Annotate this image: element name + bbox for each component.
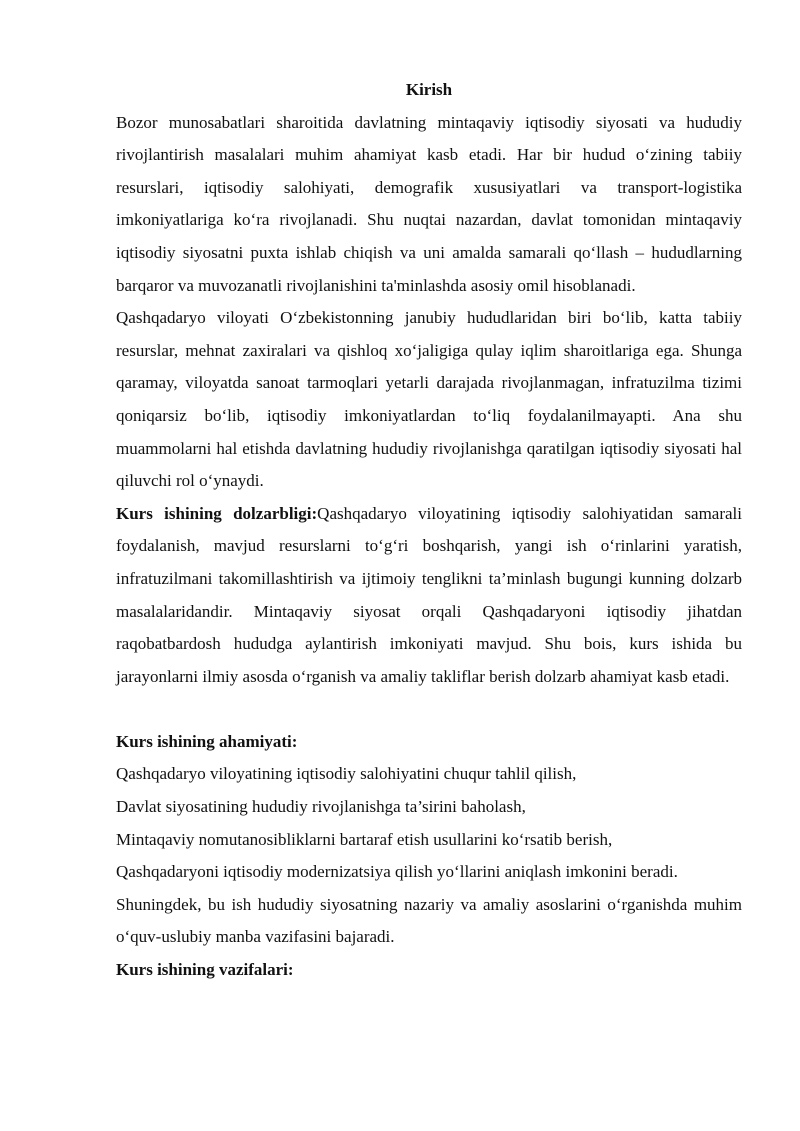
importance-item: Mintaqaviy nomutanosibliklarni bartaraf etish usullarini ko‘rsatib berish,	[116, 829, 613, 849]
relevance-label: Kurs ishining dolzarbligi:	[116, 503, 318, 523]
importance-item: Davlat siyosatining hududiy rivojlanishga ta’sirini baholash,	[116, 797, 526, 817]
importance-closing: Shuningdek, bu ish hududiy siyosatning nazariy va amaliy asoslarini o‘rganishda muhim o‘quv-uslubiy manba vazifasini bajaradi.	[116, 894, 742, 947]
importance-heading: Kurs ishining ahamiyati:	[116, 731, 298, 751]
relevance-paragraph	[116, 498, 742, 694]
relevance-text: Qashqadaryo viloyatining iqtisodiy salohiyatidan samarali foydalanish, mavjud resurslarni to‘g‘ri boshqarish, yangi ish o‘rinlarini yaratish, infratuzilmani takomillashtirish va ijtimoiy tenglikni ta’minlash bugungi kunning dolzarb masalalaridandir. Mintaqaviy siyosat orqali Qashqadaryoni iqtisodiy jihatdan raqobatbardosh hududga aylantirish imkoniyati mavjud. Shu bois, kurs ishida bu jarayonlarni ilmiy asosda o‘rganish va amaliy takliflar berish dolzarb ahamiyat kasb etadi.	[116, 503, 742, 686]
tasks-heading: Kurs ishining vazifalari:	[116, 960, 294, 980]
importance-item: Qashqadaryo viloyatining iqtisodiy salohiyatini chuqur tahlil qilish,	[116, 764, 577, 784]
region-paragraph: Qashqadaryo viloyati O‘zbekistonning janubiy hududlaridan biri bo‘lib, katta tabiiy resurslar, mehnat zaxiralari va qishloq xo‘jaligiga qulay iqlim sharoitlariga ega. Shunga qaramay, viloyatda sanoat tarmoqlari yetarli darajada rivojlanmagan, infratuzilma tizimi qoniqarsiz bo‘lib, iqtisodiy imkoniyatlardan to‘liq foydalanilmayapti. Ana shu muammolarni hal etishda davlatning hududiy rivojlanishga qaratilgan iqtisodiy siyosati hal qiluvchi rol o‘ynaydi.	[116, 308, 742, 491]
page-title: Kirish	[405, 80, 453, 99]
spacer	[116, 693, 742, 726]
document-body	[116, 74, 742, 987]
importance-item: Qashqadaryoni iqtisodiy modernizatsiya qilish yo‘llarini aniqlash imkonini beradi.	[116, 862, 678, 882]
intro-paragraph: Bozor munosabatlari sharoitida davlatning mintaqaviy iqtisodiy siyosati va hududiy rivojlantirish masalalari muhim ahamiyat kasb etadi. Har bir hudud o‘zining tabiiy resurslari, iqtisodiy salohiyati, demografik xususiyatlari va transport-logistika imkoniyatlariga ko‘ra rivojlanadi. Shu nuqtai nazardan, davlat tomonidan mintaqaviy iqtisodiy siyosatni puxta ishlab chiqish va uni amalda samarali qo‘llash – hududlarning barqaror va muvozanatli rivojlanishini ta'minlashda asosiy omil hisoblanadi.	[116, 112, 742, 295]
